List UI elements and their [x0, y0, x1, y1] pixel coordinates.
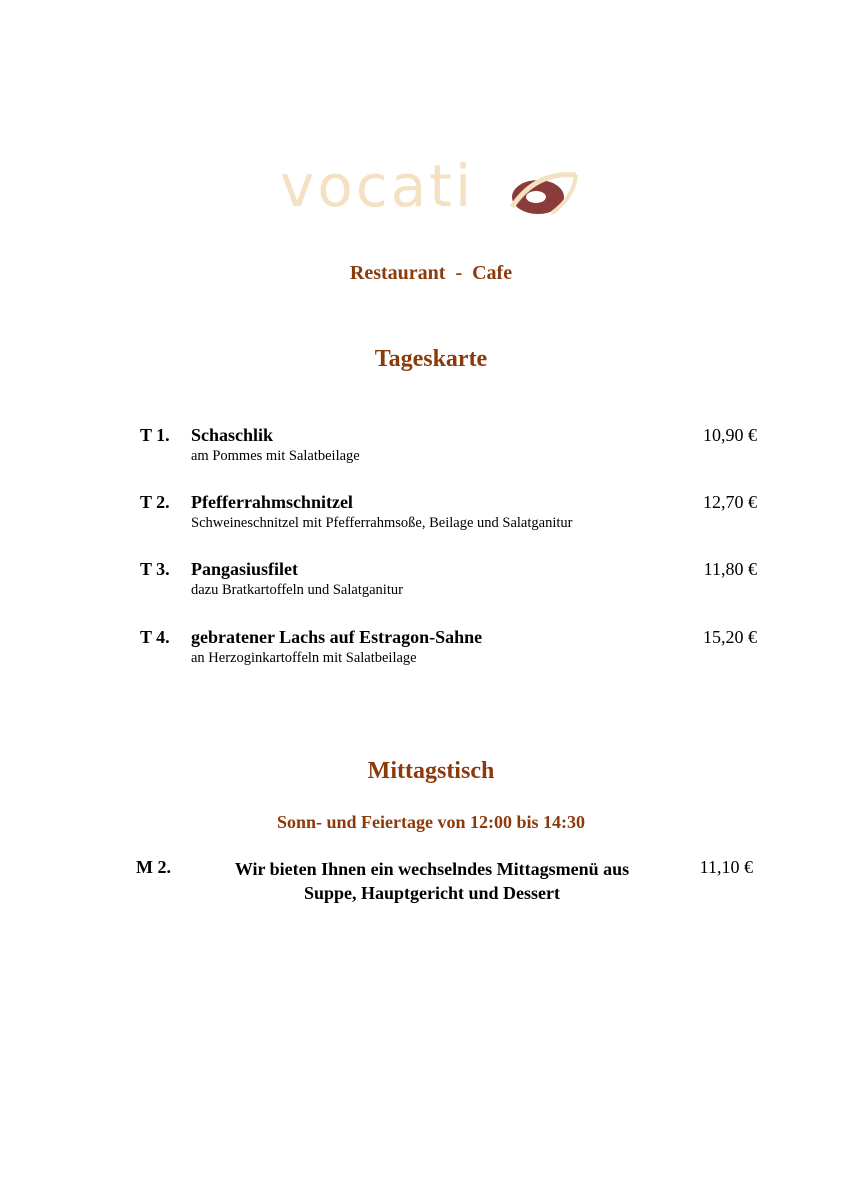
item-code: T 2. — [140, 492, 170, 512]
mittagstisch-hours: Sonn- und Feiertage von 12:00 bis 14:30 — [276, 812, 586, 832]
item-name: Pangasiusfilet — [191, 559, 299, 579]
restaurant-subtitle: Restaurant - Cafe — [349, 262, 513, 284]
menu-item — [0, 627, 851, 677]
mittagstisch-line-1: Wir bieten Ihnen ein wechselndes Mittagsmenü aus — [234, 859, 630, 879]
item-description: dazu Bratkartoffeln und Salatganitur — [191, 582, 403, 598]
logo-wordmark: vocati — [280, 152, 475, 220]
item-code: T 3. — [140, 559, 170, 579]
menu-item — [0, 492, 851, 542]
item-name: Pfefferrahmschnitzel — [191, 492, 353, 512]
item-price: 12,70 € — [703, 492, 757, 512]
vocatio-logo — [280, 152, 580, 225]
item-code: T 1. — [140, 425, 170, 445]
item-price: 11,80 € — [703, 559, 757, 579]
item-code: T 4. — [140, 627, 170, 647]
mittagstisch-description — [196, 857, 668, 905]
item-price: 10,90 € — [703, 425, 757, 445]
menu-item — [0, 559, 851, 609]
item-description: an Herzoginkartoffeln mit Salatbeilage — [191, 650, 417, 666]
item-name: gebratener Lachs auf Estragon-Sahne — [191, 627, 483, 647]
item-description: Schweineschnitzel mit Pfefferrahmsoße, Beilage und Salatganitur — [191, 515, 573, 531]
tageskarte-heading: Tageskarte — [374, 346, 488, 372]
menu-item — [0, 425, 851, 475]
item-description: am Pommes mit Salatbeilage — [191, 448, 360, 464]
item-price: 15,20 € — [703, 627, 757, 647]
item-name: Schaschlik — [191, 425, 274, 445]
logo-o-swirl-icon — [502, 167, 582, 225]
item-price: 11,10 € — [699, 857, 753, 877]
mittagstisch-heading: Mittagstisch — [367, 758, 495, 784]
mittagstisch-line-2: Suppe, Hauptgericht und Dessert — [303, 883, 561, 903]
item-code: M 2. — [136, 857, 171, 877]
